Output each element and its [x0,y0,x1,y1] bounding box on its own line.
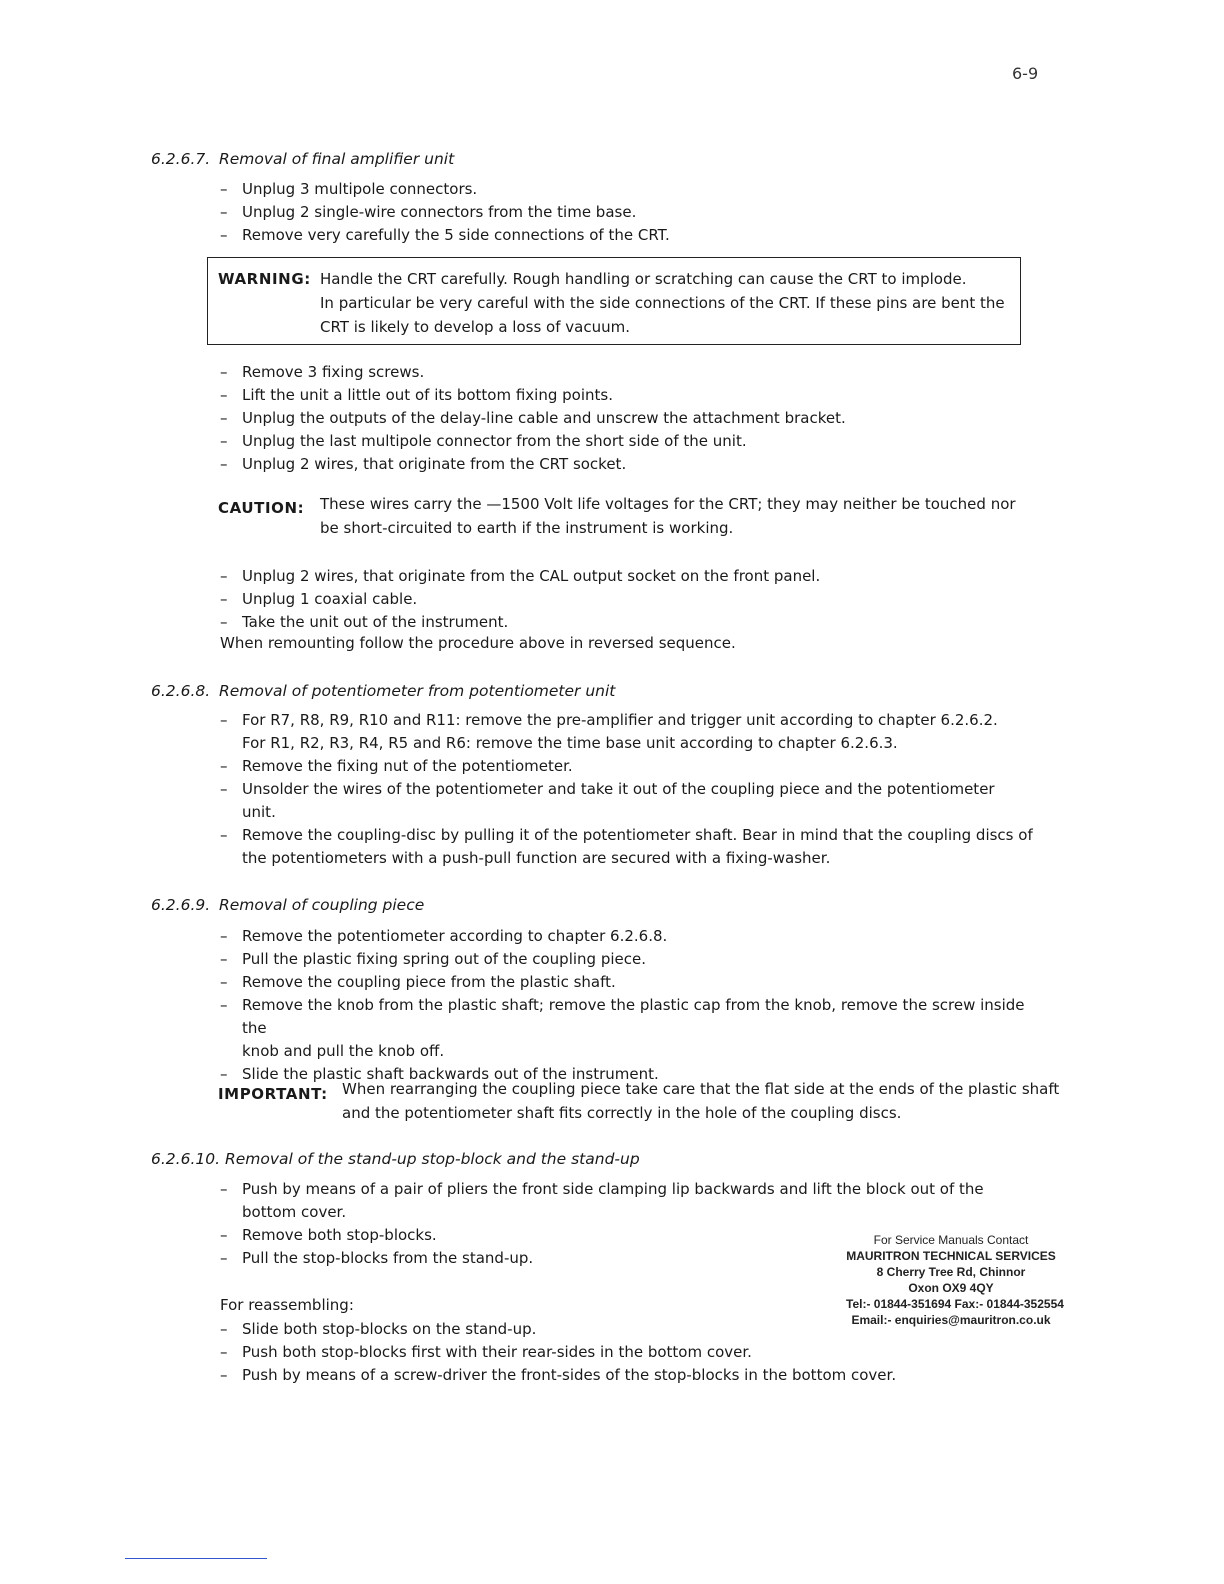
section-title: Removal of potentiometer from potentiometer unit [219,682,616,700]
list-item [220,925,1040,948]
list-item [220,1178,1022,1224]
list-item: – Slide both stop-blocks on the stand-up. [220,1318,1040,1341]
list-item [220,778,1040,824]
list-item [220,755,1040,778]
list-item-line: – For R7, R8, R9, R10 and R11: remove the pre-amplifier and trigger unit according to chapter 6.2.6.2. [242,711,998,729]
section-title: Removal of final amplifier unit [219,150,455,168]
list-item: – Push by means of a screw-driver the front-sides of the stop-blocks in the bottom cover. [220,1364,1040,1387]
section-number: 6.2.6.9. [151,896,211,914]
steps-list [220,178,1040,247]
caution-label: CAUTION: [218,499,305,517]
steps-list [220,565,1040,634]
section-heading-6-2-6-8 [151,682,615,700]
contact-line: Oxon OX9 4QY [908,1281,994,1295]
remount-note: When remounting follow the procedure above in reversed sequence. [220,634,736,652]
warning-text [320,267,1005,339]
list-item-line: bottom cover. [242,1203,347,1221]
contact-line: For Service Manuals Contact [873,1233,1029,1247]
list-item-line: – Remove both stop-blocks. [242,1226,437,1244]
list-item: – Remove very carefully the 5 side connections of the CRT. [220,224,1040,247]
contact-line: Tel:- 01844-351694 Fax:- 01844-352554 [846,1297,1064,1311]
list-item [220,948,1040,971]
list-item: – Unplug 2 wires, that originate from the CRT socket. [220,453,1040,476]
list-item-line: – Remove the fixing nut of the potentiometer. [242,757,573,775]
list-item: – Unplug 2 wires, that originate from the CAL output socket on the front panel. [220,565,1040,588]
caution-text [320,492,1016,540]
list-item: – Unplug 2 single-wire connectors from the time base. [220,201,1040,224]
section-number: 6.2.6.8. [151,682,211,700]
list-item [220,994,1040,1063]
footer-rule [125,1558,267,1559]
important-line: and the potentiometer shaft fits correctly in the hole of the coupling discs. [342,1104,902,1122]
list-item [220,971,1040,994]
contact-line: Email:- enquiries@mauritron.co.uk [851,1313,1051,1327]
list-item [220,1247,840,1270]
list-item: – Take the unit out of the instrument. [220,611,1040,634]
list-item: – Unplug the last multipole connector from the short side of the unit. [220,430,1040,453]
list-item-line: – Remove the coupling-disc by pulling it of the potentiometer shaft. Bear in mind that the coupling discs of [242,826,1033,844]
section-title: Removal of coupling piece [219,896,425,914]
list-item-line: – Remove the knob from the plastic shaft; remove the plastic cap from the knob, remove the screw inside the [242,996,1025,1037]
section-number: 6.2.6.10. [151,1150,221,1168]
section-title: Removal of the stand-up stop-block and the stand-up [225,1150,640,1168]
warning-label: WARNING: [218,270,311,288]
list-item: – Unplug 3 multipole connectors. [220,178,1040,201]
section-number: 6.2.6.7. [151,150,211,168]
list-item: – Remove 3 fixing screws. [220,361,1040,384]
list-item [220,709,1040,755]
steps-list [220,361,1040,476]
list-item-line: – Remove the coupling piece from the plastic shaft. [242,973,616,991]
service-contact-stamp [846,1232,1064,1328]
list-item-line: – Pull the stop-blocks from the stand-up. [242,1249,534,1267]
list-item-line: the potentiometers with a push-pull function are secured with a fixing-washer. [242,849,831,867]
page-number: 6-9 [1012,64,1039,83]
contact-line: 8 Cherry Tree Rd, Chinnor [876,1265,1026,1279]
steps-list [220,1318,1040,1387]
list-item-line: – Pull the plastic fixing spring out of the coupling piece. [242,950,646,968]
list-item: – Unplug the outputs of the delay-line cable and unscrew the attachment bracket. [220,407,1040,430]
list-item: – Push both stop-blocks first with their rear-sides in the bottom cover. [220,1341,1040,1364]
important-label: IMPORTANT: [218,1085,328,1103]
caution-line: be short-circuited to earth if the instrument is working. [320,519,734,537]
reassembling-heading: For reassembling: [220,1296,354,1314]
list-item: – Lift the unit a little out of its bottom fixing points. [220,384,1040,407]
warning-line: In particular be very careful with the side connections of the CRT. If these pins are bent the [320,294,1005,312]
section-heading-6-2-6-9 [151,896,424,914]
steps-list [220,925,1040,1086]
warning-line: Handle the CRT carefully. Rough handling or scratching can cause the CRT to implode. [320,270,967,288]
steps-list [220,709,1040,870]
section-heading-6-2-6-10 [151,1150,640,1168]
list-item-line: For R1, R2, R3, R4, R5 and R6: remove the time base unit according to chapter 6.2.6.3. [242,734,898,752]
list-item [220,824,1040,870]
list-item-line: unit. [242,803,276,821]
list-item-line: – Remove the potentiometer according to chapter 6.2.6.8. [242,927,668,945]
caution-line: These wires carry the —1500 Volt life voltages for the CRT; they may neither be touched nor [320,495,1016,513]
list-item-line: – Push by means of a pair of pliers the front side clamping lip backwards and lift the block out of the [242,1180,984,1198]
list-item-line: knob and pull the knob off. [242,1042,445,1060]
list-item: – Unplug 1 coaxial cable. [220,588,1040,611]
list-item-line: – Unsolder the wires of the potentiometer and take it out of the coupling piece and the potentiometer [242,780,995,798]
section-heading-6-2-6-7 [151,150,454,168]
important-text [342,1077,1059,1125]
warning-line: CRT is likely to develop a loss of vacuum. [320,318,630,336]
list-item [220,1224,840,1247]
contact-line: MAURITRON TECHNICAL SERVICES [846,1249,1056,1263]
important-line: When rearranging the coupling piece take care that the flat side at the ends of the plastic shaft [342,1080,1060,1098]
list-item-line: – Slide the plastic shaft backwards out of the instrument. [242,1065,659,1083]
